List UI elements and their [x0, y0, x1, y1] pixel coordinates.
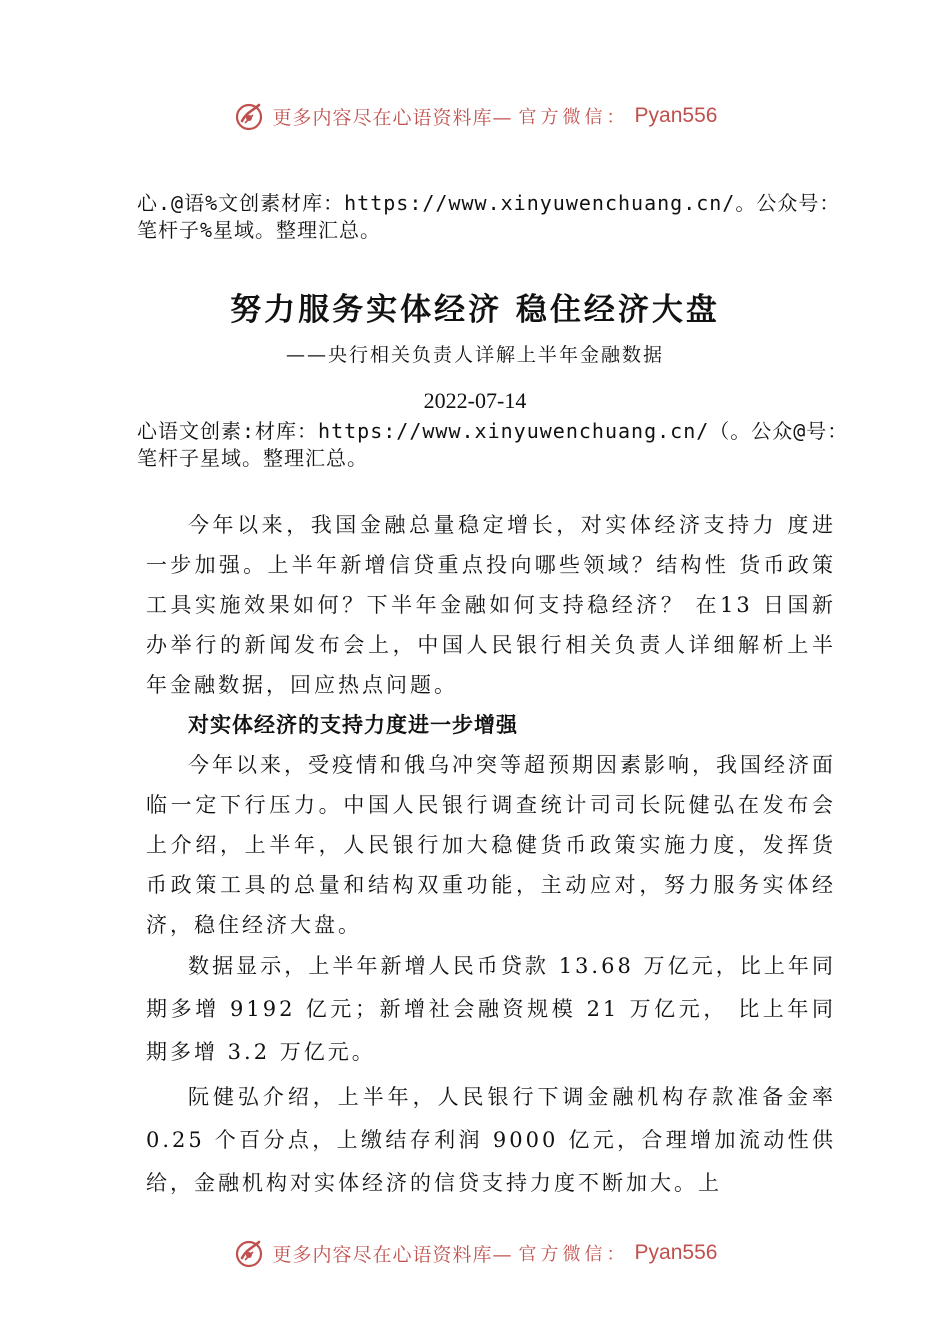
watermark-wechat-label: 官方微信：	[518, 1244, 629, 1265]
watermark-wechat-id: Pyan556	[634, 104, 718, 127]
paragraph-loan-data: 数据显示，上半年新增人民币贷款 13.68 万亿元，比上年同期多增 9192 亿元；新增社会融资规模 21 万亿元， 比上年同期多增 3.2 万亿元。	[146, 954, 836, 1064]
watermark-wechat-label: 官方微信：	[518, 107, 629, 128]
article-title: 努力服务实体经济 稳住经济大盘	[230, 292, 720, 328]
pen-seal-logo-icon	[233, 99, 267, 133]
article-subtitle: ——央行相关负责人详解上半年金融数据	[285, 344, 664, 366]
watermark-site-text: 更多内容尽在心语资料库—	[272, 1243, 513, 1266]
pen-seal-logo-icon	[233, 1236, 267, 1270]
paragraph-pressure: 今年以来，受疫情和俄乌冲突等超预期因素影响，我国经济面临一定下行压力。中国人民银行调查统计司司长阮健弘在发布会上介绍，上半年，人民银行加大稳健货币政策实施力度，发挥货币政策工具的总量和结构双重功能，主动应对，努力服务实体经济，稳住经济大盘。	[146, 753, 836, 937]
watermark-site-text: 更多内容尽在心语资料库—	[272, 106, 513, 129]
top-source-note: 心.@语%文创素材库：https://www.xinyuwenchuang.cn/。公众号：笔杆子%星域。整理汇总。	[137, 191, 841, 242]
watermark-banner-top	[0, 96, 950, 136]
watermark-banner-bottom	[0, 1233, 950, 1273]
paragraph-intro: 今年以来，我国金融总量稳定增长，对实体经济支持力 度进一步加强。上半年新增信贷重点投向哪些领域？结构性 货币政策工具实施效果如何？下半年金融如何支持稳经济？ 在13 日国新办举行的新闻发布会上，中国人民银行相关负责人详细解析上半年金融数据，回应热点问题。	[146, 513, 836, 697]
section-heading: 对实体经济的支持力度进一步增强	[188, 713, 518, 737]
watermark-wechat-id: Pyan556	[634, 1241, 718, 1264]
source-note: 心语文创素:材库：https://www.xinyuwenchuang.cn/（。公众@号：笔杆子星域。整理汇总。	[137, 419, 849, 470]
paragraph-reserve-ratio: 阮健弘介绍，上半年，人民银行下调金融机构存款准备金率 0.25 个百分点，上缴结存利润 9000 亿元，合理增加流动性供给，金融机构对实体经济的信贷支持力度不断加大。上	[146, 1085, 836, 1195]
article-date: 2022-07-14	[423, 388, 527, 413]
article-body	[146, 505, 836, 1207]
